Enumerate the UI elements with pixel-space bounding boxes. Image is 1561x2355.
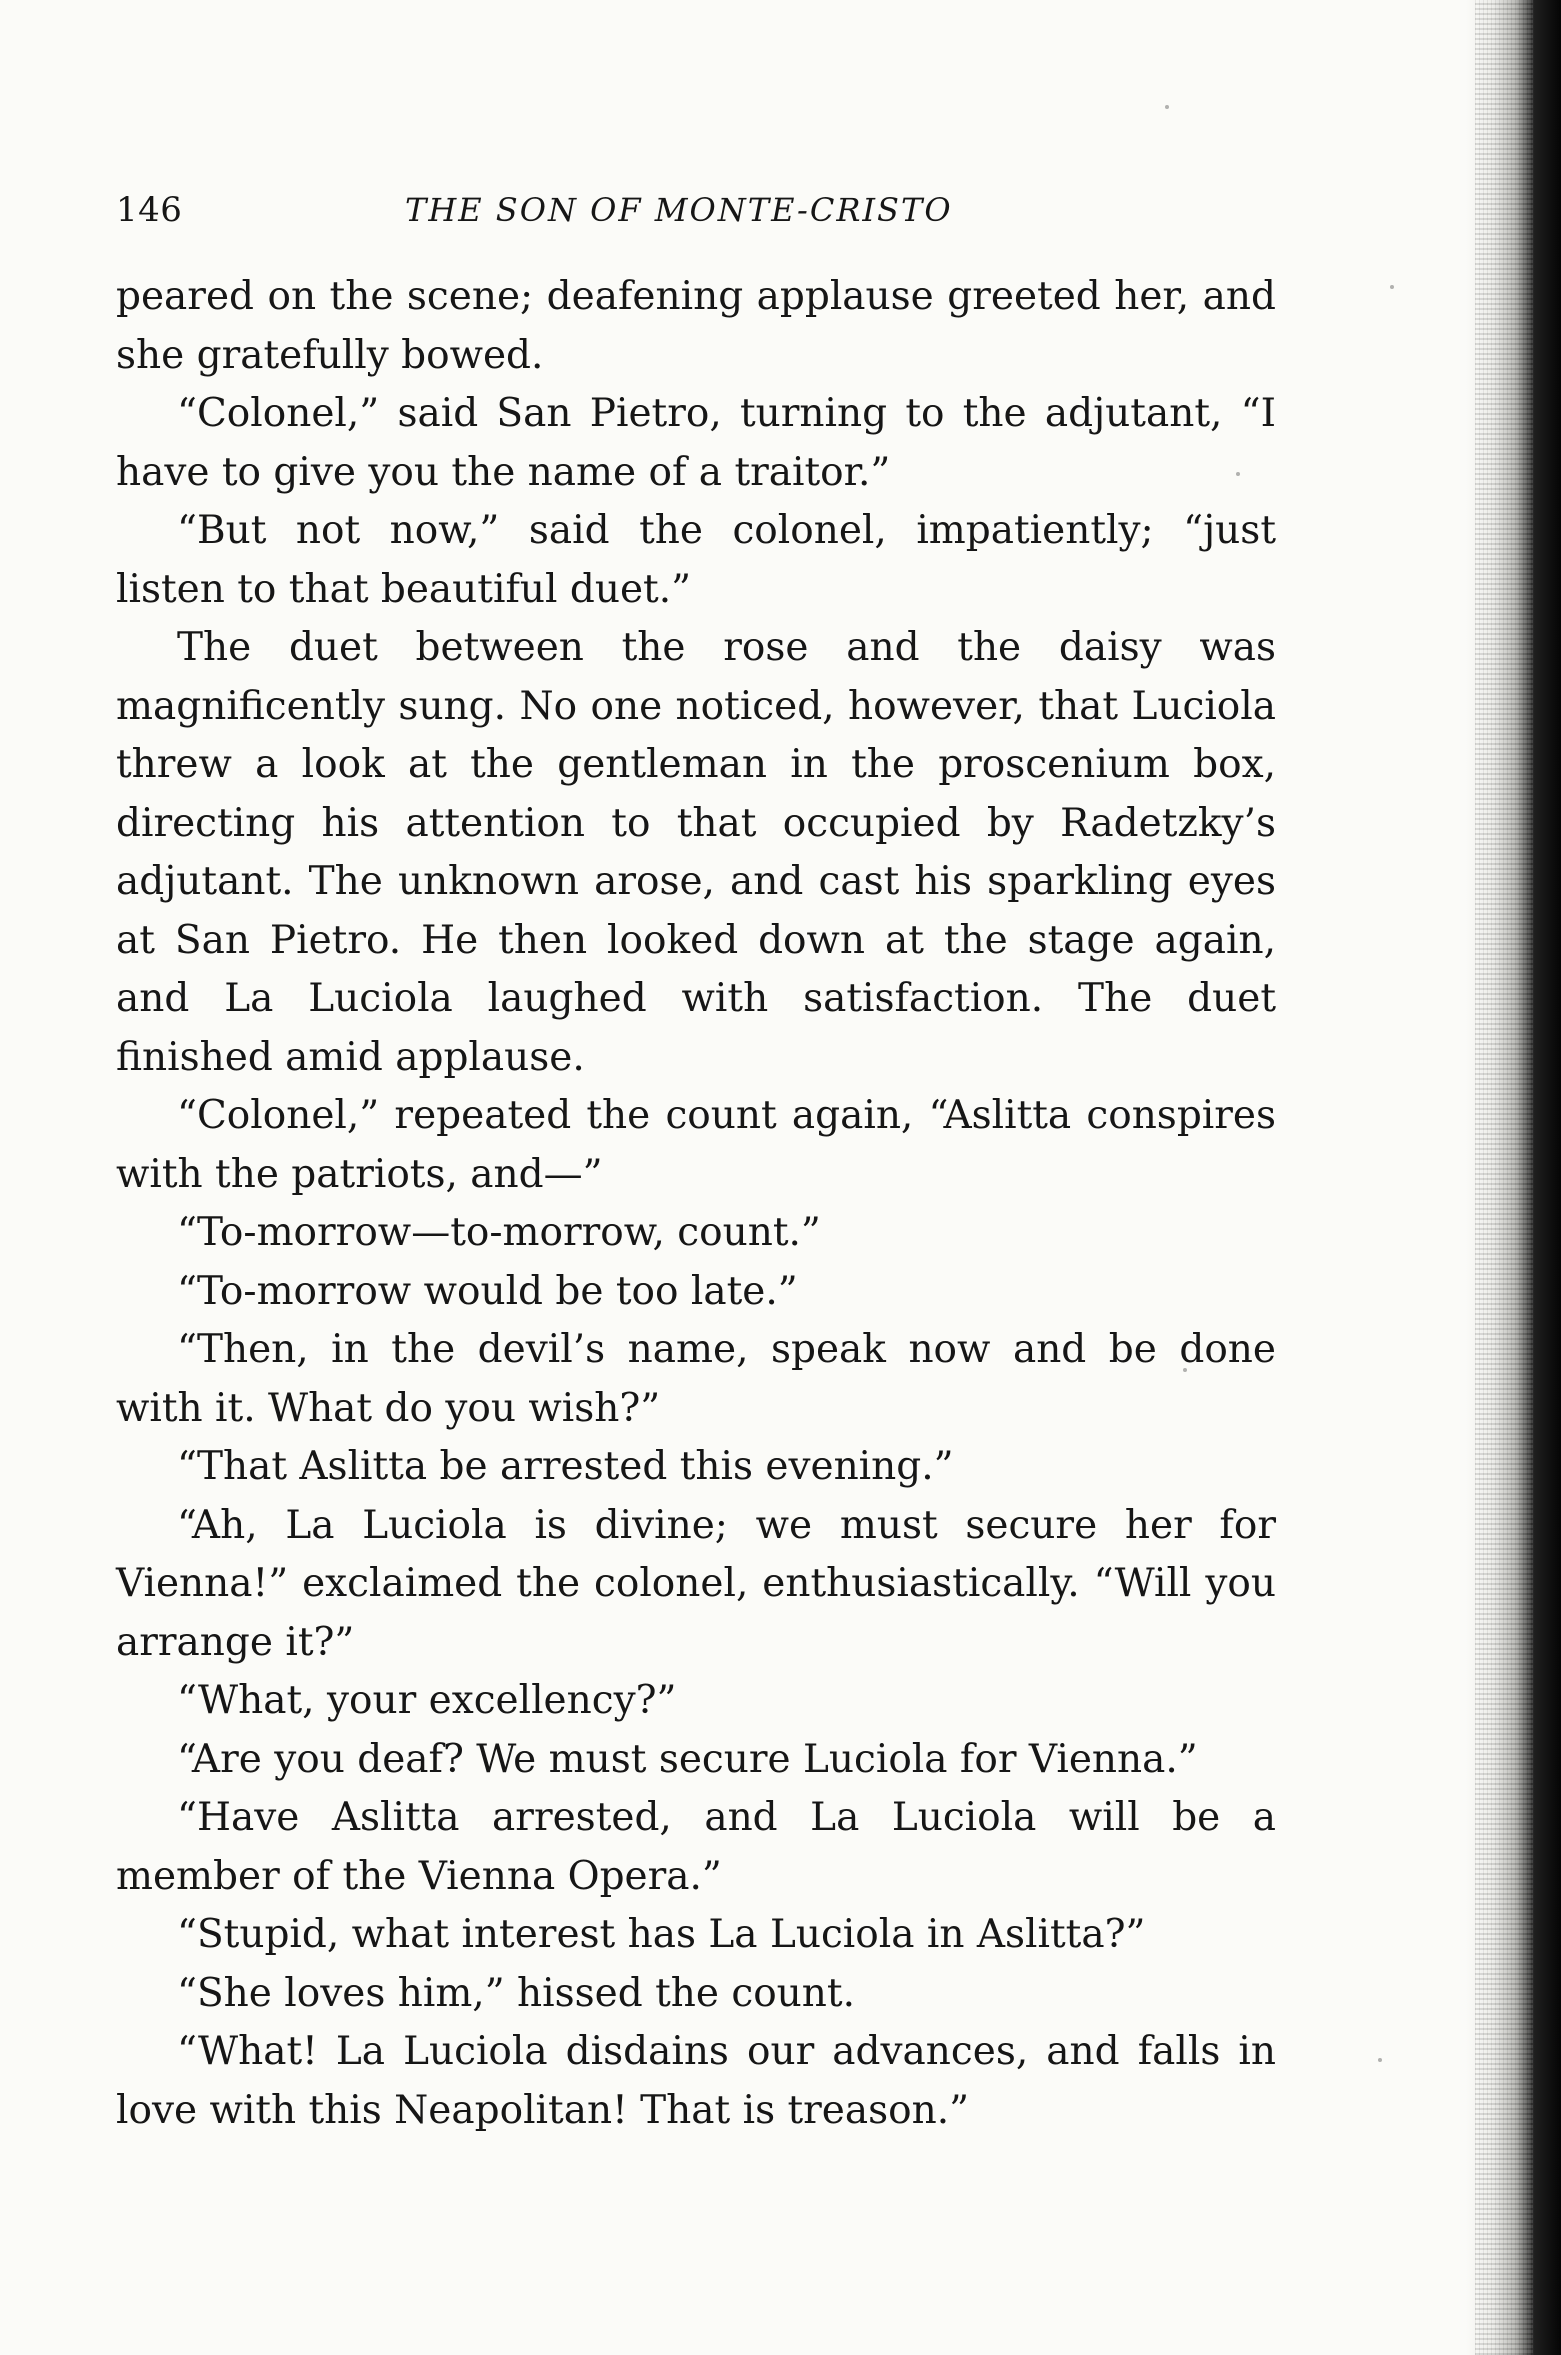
page-header (116, 180, 1276, 240)
paper-speck (1165, 105, 1169, 109)
paragraph-12: “Are you deaf? We must secure Luciola for Vienna.” (177, 1736, 1198, 1782)
paragraph-6: “To-morrow—to-morrow, count.” (177, 1210, 821, 1255)
paragraph-15: “She loves him,” hissed the count. (177, 1970, 855, 2016)
paragraph-3: “But not now,” said the colonel, impatiently; “just listen to that beautiful duet.” (116, 508, 1276, 612)
paragraph-4: The duet between the rose and the daisy was magnificently sung. No one noticed, however, that Luciola threw a look at the gentleman in the proscenium box, directing his attention to that occupied by Radetzky’s adjutant. The unknown arose, and cast his sparkling eyes at San Pietro. He then looked down at the stage again, and La Luciola laughed with satisfaction. The duet finished amid applause. (116, 625, 1276, 1080)
paragraph-16: “What! La Luciola disdains our advances, and falls in love with this Neapolitan! That is treason.” (116, 2029, 1276, 2133)
paper-speck (1378, 2058, 1382, 2062)
page-number: 146 (116, 190, 183, 230)
paragraph-13: “Have Aslitta arrested, and La Luciola will be a member of the Vienna Opera.” (116, 1795, 1276, 1899)
paragraph-9: “That Aslitta be arrested this evening.” (177, 1444, 954, 1489)
paper-speck (1236, 472, 1240, 476)
paragraph-8: “Then, in the devil’s name, speak now and be done with it. What do you wish?” (116, 1327, 1276, 1431)
paragraph-2: “Colonel,” said San Pietro, turning to the adjutant, “I have to give you the name of a traitor.” (116, 391, 1276, 495)
paragraph-1: peared on the scene; deafening applause greeted her, and she gratefully bowed. (116, 274, 1276, 378)
paper-speck (1183, 1368, 1187, 1372)
paragraph-14: “Stupid, what interest has La Luciola in Aslitta?” (177, 1912, 1146, 1957)
paragraph-11: “What, your excellency?” (177, 1678, 677, 1723)
running-title: THE SON OF MONTE-CRISTO (405, 191, 953, 229)
paper-speck (1390, 285, 1394, 289)
paragraph-7: “To-morrow would be too late.” (177, 1268, 798, 1314)
body-text (116, 268, 1276, 2140)
binding-texture (1475, 0, 1533, 2355)
paragraph-5: “Colonel,” repeated the count again, “Aslitta conspires with the patriots, and—” (116, 1093, 1276, 1197)
paragraph-10: “Ah, La Luciola is divine; we must secure her for Vienna!” exclaimed the colonel, enthusiastically. “Will you arrange it?” (116, 1502, 1276, 1665)
